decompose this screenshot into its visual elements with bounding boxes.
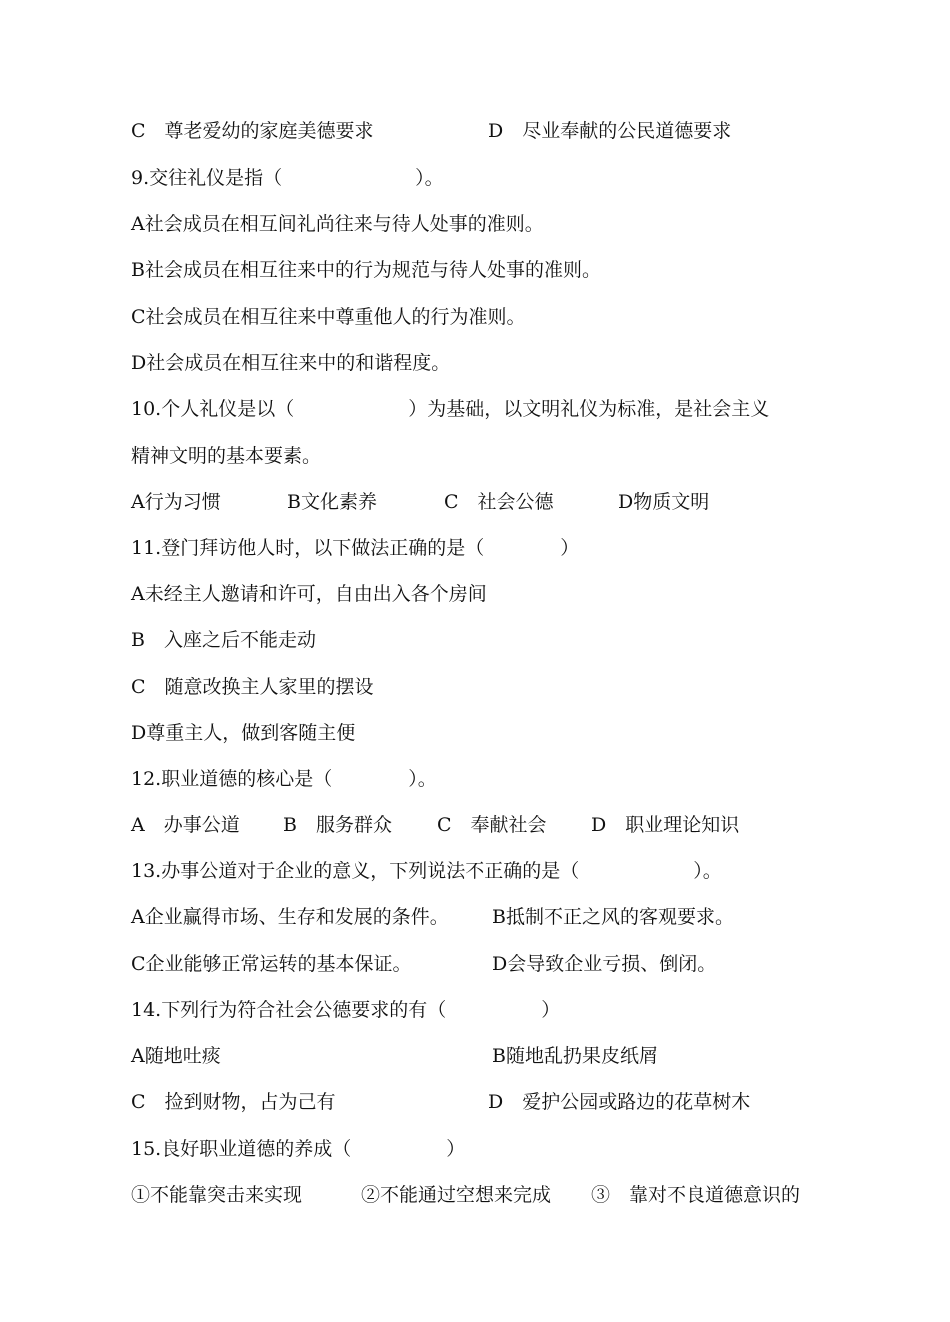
q11-option-b: [131, 627, 316, 653]
option-a: A行为习惯: [131, 491, 221, 513]
q15-statements: [131, 1182, 801, 1208]
q14-options-ab: [131, 1043, 658, 1069]
option-a: A 办事公道: [131, 814, 240, 836]
q11-option-d: [131, 720, 356, 746]
q14-options-cd: [131, 1089, 751, 1115]
question-text: 13.办事公道对于企业的意义，下列说法不正确的是（ ）。: [131, 860, 722, 882]
question-text: 11.登门拜访他人时，以下做法正确的是（ ）: [131, 537, 580, 559]
option-text: C社会成员在相互往来中尊重他人的行为准则。: [131, 306, 526, 328]
question-12: [131, 766, 437, 792]
option-text: B 入座之后不能走动: [131, 629, 316, 651]
q11-option-c: [131, 674, 374, 700]
question-9: [131, 165, 444, 191]
option-a: A企业赢得市场、生存和发展的条件。: [131, 906, 449, 928]
question-text: 10.个人礼仪是以（ ）为基础，以文明礼仪为标准，是社会主义: [131, 398, 770, 420]
q13-options-cd: [131, 951, 717, 977]
option-text: C 随意改换主人家里的摆设: [131, 676, 374, 698]
q11-option-a: [131, 581, 487, 607]
option-d: D 尽业奉献的公民道德要求: [488, 120, 732, 142]
question-text: 14.下列行为符合社会公德要求的有（ ）: [131, 999, 561, 1021]
q9-option-a: [131, 211, 544, 237]
statement-3: ③ 靠对不良道德意识的: [591, 1184, 801, 1206]
q9-option-d: [131, 350, 451, 376]
q10-options: [131, 489, 710, 515]
q13-options-ab: [131, 904, 734, 930]
option-b: B 服务群众: [283, 814, 392, 836]
question-text: 12.职业道德的核心是（ ）。: [131, 768, 437, 790]
question-14: [131, 997, 561, 1023]
question-13: [131, 858, 722, 884]
option-a: A随地吐痰: [131, 1045, 221, 1067]
option-text: D社会成员在相互往来中的和谐程度。: [131, 352, 451, 374]
question-10-cont: [131, 443, 322, 469]
option-c: C 捡到财物，占为己有: [131, 1091, 336, 1113]
option-c: C 奉献社会: [437, 814, 547, 836]
question-10: [131, 396, 770, 422]
q9-option-c: [131, 304, 526, 330]
q8-options-cd: [131, 118, 732, 144]
option-d: D物质文明: [618, 491, 710, 513]
question-11: [131, 535, 580, 561]
statement-1: ①不能靠突击来实现: [131, 1184, 303, 1206]
q9-option-b: [131, 257, 601, 283]
option-c: C企业能够正常运转的基本保证。: [131, 953, 412, 975]
question-text: 9.交往礼仪是指（ ）。: [131, 167, 444, 189]
option-b: B随地乱扔果皮纸屑: [492, 1045, 658, 1067]
statement-2: ②不能通过空想来完成: [361, 1184, 552, 1206]
option-c: C 尊老爱幼的家庭美德要求: [131, 120, 374, 142]
option-b: B抵制不正之风的客观要求。: [492, 906, 734, 928]
option-text: B社会成员在相互往来中的行为规范与待人处事的准则。: [131, 259, 601, 281]
option-d: D会导致企业亏损、倒闭。: [492, 953, 717, 975]
question-text: 精神文明的基本要素。: [131, 445, 322, 467]
option-text: A社会成员在相互间礼尚往来与待人处事的准则。: [131, 213, 544, 235]
option-b: B文化素养: [287, 491, 377, 513]
option-c: C 社会公德: [444, 491, 554, 513]
q12-options: [131, 812, 740, 838]
question-text: 15.良好职业道德的养成（ ）: [131, 1138, 466, 1160]
option-d: D 爱护公园或路边的花草树木: [488, 1091, 751, 1113]
option-text: D尊重主人，做到客随主便: [131, 722, 356, 744]
option-d: D 职业理论知识: [591, 814, 740, 836]
question-15: [131, 1136, 466, 1162]
option-text: A未经主人邀请和许可，自由出入各个房间: [131, 583, 487, 605]
